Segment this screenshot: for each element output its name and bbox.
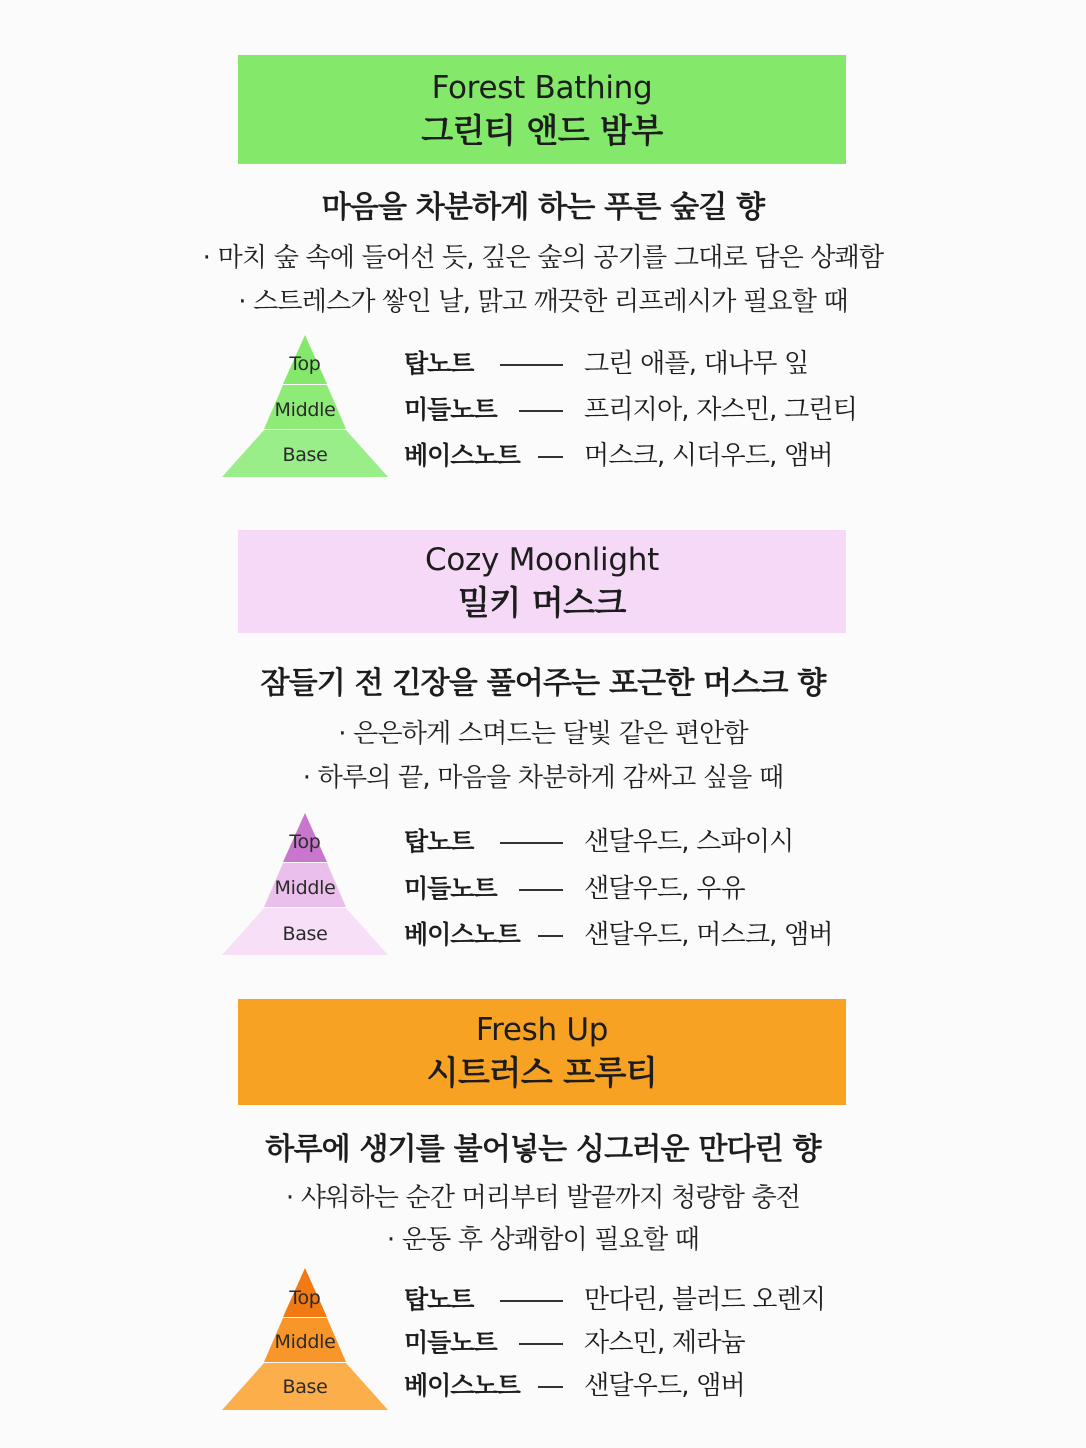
product-name-en: Cozy Moonlight [425,541,659,578]
note-label: 탑노트 [404,349,474,378]
note-label: 탑노트 [404,827,474,856]
note-value: 그린 애플, 대나무 잎 [584,349,809,379]
product-headline: 잠들기 전 긴장을 풀어주는 포근한 머스크 향 [260,666,826,701]
product-bullet: · 샤워하는 순간 머리부터 발끝까지 청량함 충전 [285,1183,801,1213]
note-value: 머스크, 시더우드, 앰버 [584,441,833,471]
product-bullet: · 은은하게 스며드는 달빛 같은 편안함 [338,719,748,749]
product-name-ko: 밀키 머스크 [458,582,626,622]
product-bullet: · 운동 후 상쾌함이 필요할 때 [386,1225,700,1255]
note-dash [500,1300,563,1302]
note-label: 베이스노트 [404,441,520,470]
product-name-ko: 시트러스 프루티 [426,1053,658,1092]
note-label: 베이스노트 [404,920,520,949]
product-bullet: · 하루의 끝, 마음을 차분하게 감싸고 싶을 때 [302,763,784,793]
tier-label-middle: Middle [274,877,336,899]
note-label: 미들노트 [404,1328,497,1357]
product-bullet: · 마치 숲 속에 들어선 듯, 깊은 숲의 공기를 그대로 담은 상쾌함 [202,243,884,273]
note-value: 샌달우드, 우유 [584,874,745,904]
product-bullet: · 스트레스가 쌓인 날, 맑고 깨끗한 리프레시가 필요할 때 [238,287,848,317]
note-value: 자스민, 제라늄 [584,1328,745,1358]
product-banner [238,999,846,1105]
product-name-en: Fresh Up [475,1012,609,1048]
note-value: 샌달우드, 앰버 [584,1371,745,1401]
product-headline: 마음을 차분하게 하는 푸른 숲길 향 [321,190,765,225]
note-label: 베이스노트 [404,1371,520,1400]
tier-label-top: Top [289,1287,321,1309]
note-value: 만다린, 블러드 오렌지 [584,1285,826,1315]
note-pyramid [222,1268,388,1411]
tier-label-top: Top [289,831,321,853]
tier-label-middle: Middle [274,399,336,421]
tier-label-top: Top [289,353,321,375]
product-headline: 하루에 생기를 불어넣는 싱그러운 만다린 향 [265,1132,821,1167]
note-label: 탑노트 [404,1285,474,1314]
tier-label-base: Base [282,1376,328,1398]
note-label: 미들노트 [404,874,497,903]
note-label: 미들노트 [404,395,497,424]
tier-label-middle: Middle [274,1331,336,1353]
product-name-en: Forest Bathing [431,69,653,106]
tier-label-base: Base [282,444,328,466]
note-value: 프리지아, 자스민, 그린티 [584,395,858,425]
product-name-ko: 그린티 앤드 밤부 [421,110,663,150]
note-value: 샌달우드, 스파이시 [584,827,794,857]
note-dash [538,1386,563,1388]
note-value: 샌달우드, 머스크, 앰버 [584,920,833,950]
tier-label-base: Base [282,923,328,945]
note-dash [519,1343,563,1345]
